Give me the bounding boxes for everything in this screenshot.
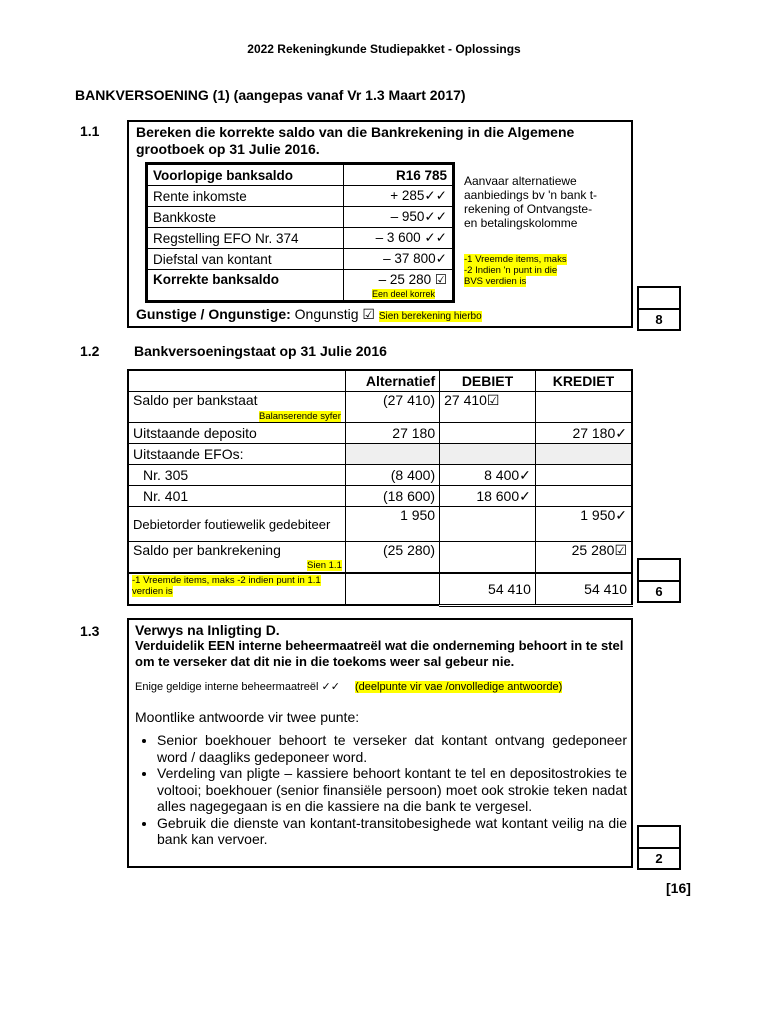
q1-1-table-wrap [145,162,455,303]
total-marks: [16] [666,880,691,896]
balancing-figure-note: Balanserende syfer [259,411,341,422]
row-label-cell [128,392,345,423]
q1-1-table [147,164,453,301]
q1-1-title [136,124,574,158]
row-debit [440,444,536,465]
q1-1-penalty-text: -1 Vreemde items, maks -2 Indien 'n punt in die BVS verdien is [464,254,567,287]
favourable-answer: Ongunstig ☑ [294,306,375,322]
row-label: Regstelling EFO Nr. 374 [148,228,344,249]
possible-answers-heading: Moontlike antwoorde vir twee punte: [135,709,360,725]
table-row [128,486,632,507]
row-credit: 25 280☑ [535,542,632,574]
table-row [128,465,632,486]
section-title: BANKVERSOENING (1) (aangepas vanaf Vr 1.3 Maart 2017) [75,87,466,103]
answers-list [135,732,627,848]
mark-box-1-3 [637,825,681,870]
table-row [128,542,632,574]
row-label: Nr. 401 [128,486,345,507]
table-row [148,270,453,301]
row-label: Korrekte banksaldo [148,270,344,301]
row-label-cell [128,542,345,574]
row-amount: + 285✓✓ [344,186,453,207]
q1-1-penalty-note [464,254,574,287]
row-credit [535,465,632,486]
row-debit: 8 400✓ [440,465,536,486]
row-amount: – 3 600 ✓✓ [344,228,453,249]
mark-box-1-2 [637,558,681,603]
alternative-note: Aanvaar alternatiewe aanbiedings bv 'n bank t-rekening of Ontvangste- en betalingskolomme [464,174,598,230]
list-item: • Gebruik die dienste van kontant-transitobesighede wat kontant veilig na die bank kan vervoer. [157,815,627,848]
row-amount: – 37 800✓ [344,249,453,270]
table-row [148,186,453,207]
favourable-line [136,306,482,323]
question-number-1-3: 1.3 [80,623,100,639]
row-debit [440,507,536,542]
row-label: Uitstaande deposito [128,423,345,444]
row-label: Debietorder foutiewelik gedebiteer [128,507,345,542]
row-label: Rente inkomste [148,186,344,207]
total-credit: 54 410 [535,573,632,605]
q1-3-title-line1: Verwys na Inligting D. [135,622,280,638]
row-amount: R16 785 [344,165,453,186]
row-amount-cell [344,270,453,301]
row-label: Diefstal van kontant [148,249,344,270]
question-1-3-box [127,618,633,868]
page-header: 2022 Rekeningkunde Studiepakket - Oplossings [247,42,521,56]
see-1-1-note: Sien 1.1 [307,560,342,571]
row-label: Bankkoste [148,207,344,228]
question-number-1-2: 1.2 [80,343,100,359]
table-row [148,207,453,228]
row-credit [535,392,632,423]
q1-2-penalty-cell [128,573,345,605]
row-alt: (25 280) [345,542,439,574]
row-alt: 27 180 [345,423,439,444]
partial-correct-note: Een deel korrek [372,289,436,299]
table-total-row [128,573,632,605]
row-amount: – 950✓✓ [344,207,453,228]
q1-2-title: Bankversoeningstaat op 31 Julie 2016 [134,343,387,359]
row-label: Voorlopige banksaldo [148,165,344,186]
total-alt [345,573,439,605]
mark-value: 2 [655,851,663,866]
list-item: • Verdeling van pligte – kassiere behoort kontant te tel en depositostrokies te voltooi; boekhouer (senior finansiële persoon) moet ook strokie teken nadat alles nagegegaan is en die kassiere na die bank te vergesel. [157,765,627,815]
q1-1-title-line2: grootboek op 31 Julie 2016. [136,141,320,157]
row-debit [440,423,536,444]
header-credit: KREDIET [535,370,632,392]
row-alt: 1 950 [345,507,439,542]
row-label: Uitstaande EFOs: [128,444,345,465]
table-row [128,444,632,465]
row-label: Saldo per bankstaat [133,392,258,408]
row-credit [535,486,632,507]
q1-3-title-line2: Verduidelik EEN interne beheermaatreël wat die onderneming behoort in te stel om te verseker dat dit nie in die toekoms weer sal gebeur nie. [135,638,624,669]
row-alt [345,444,439,465]
row-alt: (18 600) [345,486,439,507]
q1-2-table [127,369,633,607]
row-credit: 1 950✓ [535,507,632,542]
row-amount: – 25 280 ☑ [378,272,447,287]
any-valid-text: Enige geldige interne beheermaatreël ✓✓ [135,681,340,693]
row-debit [440,542,536,574]
mark-box-1-1 [637,286,681,331]
table-row [128,423,632,444]
list-item: • Senior boekhouer behoort te verseker dat kontant ontvang gedeponeer word / daagliks gedeponeer word. [157,732,627,765]
total-debit: 54 410 [440,573,536,605]
row-debit: 27 410☑ [440,392,536,423]
row-credit [535,444,632,465]
partial-marks-note: (deelpunte vir vae /onvolledige antwoorde) [355,681,563,693]
row-alt: (27 410) [345,392,439,423]
any-valid-line [135,680,562,693]
row-label: Nr. 305 [128,465,345,486]
row-label: Saldo per bankrekening [133,542,281,558]
table-row [148,249,453,270]
see-calculation-note: Sien berekening hierbo [378,311,482,322]
header-debit: DEBIET [440,370,536,392]
table-row [148,165,453,186]
table-row [148,228,453,249]
header-blank [128,370,345,392]
header-alternative: Alternatief [345,370,439,392]
table-header-row [128,370,632,392]
row-alt: (8 400) [345,465,439,486]
q1-2-penalty-text: -1 Vreemde items, maks -2 indien punt in 1.1 verdien is [132,575,321,597]
mark-value: 8 [655,312,663,327]
q1-1-title-line1: Bereken die korrekte saldo van die Bankrekening in die Algemene [136,124,575,140]
question-1-1-box [127,120,633,328]
favourable-label: Gunstige / Ongunstige: [136,306,291,322]
table-row [128,507,632,542]
mark-value: 6 [655,584,663,599]
row-credit: 27 180✓ [535,423,632,444]
table-row [128,392,632,423]
row-debit: 18 600✓ [440,486,536,507]
question-number-1-1: 1.1 [80,123,100,139]
